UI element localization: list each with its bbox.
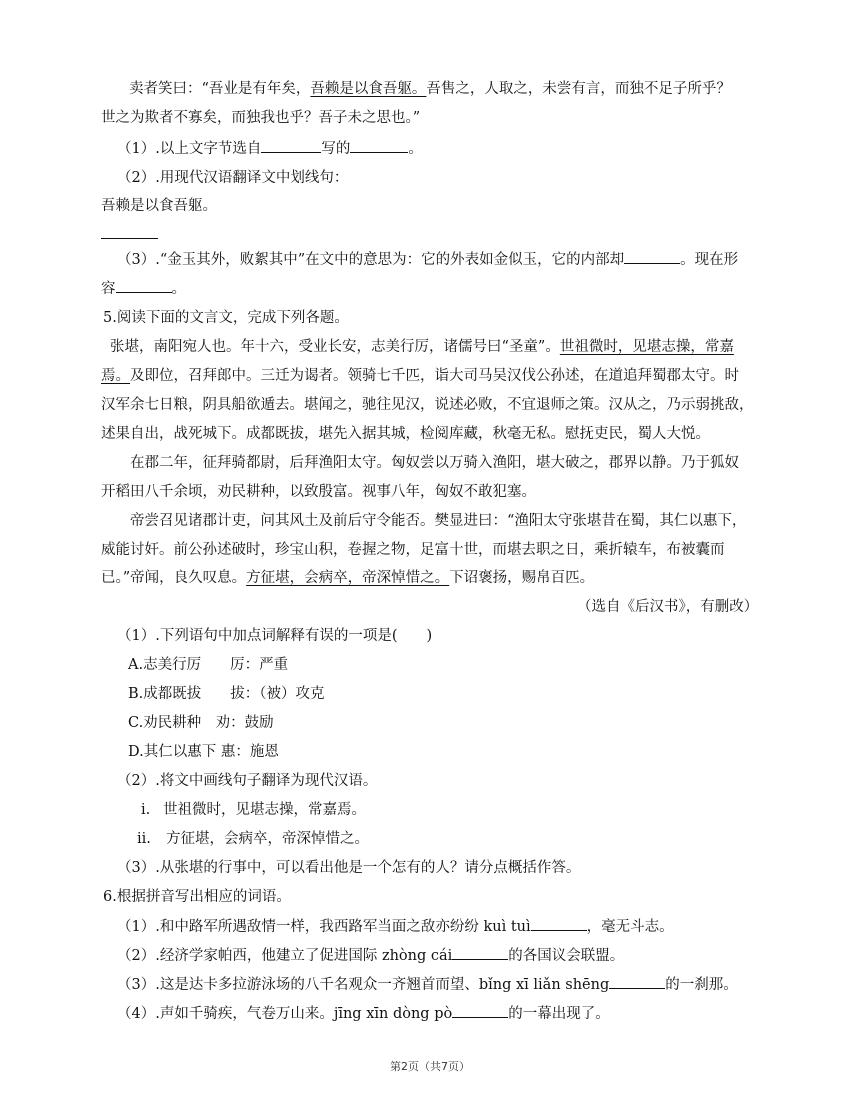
q4-sub3-text: 容 [101,281,116,297]
answer-blank[interactable] [531,916,587,931]
q5-sub2-item-i: 世祖微时，见堪志操，常嘉焉。 [163,802,366,818]
q5-sub2: （2）.将文中画线句子翻译为现代汉语。 [117,773,378,789]
q4-sub3-cont [101,278,186,299]
q5-passage-line: 开稻田八千余顷，劝民耕种，以致殷富。视事八年，匈奴不敢犯塞。 [101,484,536,500]
option-a[interactable]: A.志美行厉 厉：严重 [128,657,289,673]
q6-sub4 [117,1003,610,1024]
option-d[interactable]: D.其仁以惠下 惠：施恩 [128,744,279,760]
q6-heading: 6.根据拼音写出相应的词语。 [103,889,291,905]
q5-passage-line [101,568,594,588]
q5-passage-line: 在郡二年，征拜骑都尉，后拜渔阳太守。匈奴尝以万骑入渔阳，堪大破之，郡界以静。乃于狐奴 [130,455,739,471]
option-b[interactable]: B.成都既拔 拔：（被）攻克 [128,686,325,702]
answer-blank[interactable] [350,138,408,153]
q5-passage-line: 帝尝召见诸郡计吏，问其风土及前后守令能否。樊显进曰：“渔阳太守张堪昔在蜀，其仁以惠下， [130,513,747,529]
answer-blank[interactable] [116,278,172,293]
q4-sub3-text: （3）.“金玉其外，败絮其中”在文中的意思为：它的外表如金似玉，它的内部却 [117,252,625,268]
q6-sub1-text: ，毫无斗志。 [586,919,674,935]
underlined-sentence: 世祖微时，见堪志操，常嘉 [559,339,734,355]
underlined-sentence: 方征堪，会病卒，帝深悼惜之。 [246,570,450,586]
source-citation: （选自《后汉书》，有删改） [577,599,759,615]
q6-sub3 [117,974,738,995]
q4-sub3-text: 。 [171,281,186,297]
q5-passage-line: 述果自出，战死城下。成都既拔，堪先入据其城，检阅库藏，秋毫无私。慰抚吏民，蜀人大悦。 [101,426,710,442]
q5-passage-line [110,337,734,357]
q5-sub2-item-ii: 方征堪，会病卒，帝深悼惜之。 [166,831,369,847]
underlined-sentence: 吾赖是以食吾躯。 [310,81,427,97]
passage4-line1 [129,79,731,99]
q6-sub1 [117,916,674,937]
q6-sub2 [117,945,624,966]
q4-sub2: （2）.用现代汉语翻译文中划线句： [117,170,349,186]
q5-sub2-item-i-number: i. [141,802,151,818]
answer-blank[interactable] [261,138,321,153]
passage4-line2: 世之为欺者不寡矣，而独我也乎？吾子未之思也。” [101,110,421,126]
q6-sub3-text: （3）.这是达卡多拉游泳场的八千名观众一齐翘首而望、bǐng xī liǎn shēng [117,977,610,993]
passage-text: 张堪，南阳宛人也。年十六，受业长安，志美行厉，诸儒号曰“圣童”。 [110,339,560,355]
q5-sub1: （1）.下列语句中加点词解释有误的一项是( ) [117,628,433,644]
q6-sub2-text: （2）.经济学家帕西，他建立了促进国际 zhòng cái [117,948,453,964]
answer-blank[interactable] [452,1003,508,1018]
q6-sub1-text: （1）.和中路军所遇敌情一样，我西路军当面之敌亦纷纷 kuì tuì [117,919,531,935]
page-footer: 第2页（共7页） [390,1060,470,1073]
q5-passage-line [101,366,739,386]
answer-blank[interactable] [624,249,680,264]
answer-line[interactable] [101,238,158,239]
q6-sub4-text: 的一幕出现了。 [508,1006,610,1022]
passage-text: 吾售之，人取之，未尝有言，而独不足子所乎？ [426,81,731,97]
q4-sub1-text: 写的 [321,141,351,157]
q4-sub2-sentence: 吾赖是以食吾躯。 [101,198,217,214]
underlined-sentence: 焉。 [101,368,130,384]
q6-sub3-text: 的一刹那。 [665,977,738,993]
q5-passage-line: 汉军余七日粮，阴具船欲遁去。堪闻之，驰往见汉，说述必败，不宜退师之策。汉从之，乃示弱挑敌， [101,397,754,413]
q4-sub1 [117,138,423,159]
passage-text: 及即位，召拜郎中。三迁为谒者。领骑七千匹，诣大司马吴汉伐公孙述，在道追拜蜀郡太守。时 [130,368,739,384]
q5-heading: 5.阅读下面的文言文，完成下列各题。 [103,310,349,326]
q4-sub1-text: （1）.以上文字节选自 [117,141,262,157]
answer-blank[interactable] [609,974,665,989]
passage-text: 下诏褒扬，赐帛百匹。 [449,570,595,586]
q4-sub3 [117,249,738,270]
passage-text: 卖者笑曰：“吾业是有年矣， [129,81,311,97]
answer-blank[interactable] [452,945,508,960]
q4-sub3-text: 。现在形 [680,252,739,268]
q4-sub1-text: 。 [408,141,423,157]
option-c[interactable]: C.劝民耕种 劝：鼓励 [128,715,274,731]
q5-passage-line: 威能讨奸。前公孙述破时，珍宝山积，卷握之物，足富十世，而堪去职之日，乘折辕车，布被囊而 [101,542,725,558]
q5-sub2-item-ii-number: ii. [137,831,151,847]
q6-sub2-text: 的各国议会联盟。 [508,948,625,964]
passage-text: 已。”帝闻，良久叹息。 [101,570,247,586]
q5-sub3: （3）.从张堪的行事中，可以看出他是一个怎有的人？请分点概括作答。 [117,860,581,876]
q6-sub4-text: （4）.声如千骑疾，气卷万山来。jīng xīn dòng pò [117,1006,453,1022]
